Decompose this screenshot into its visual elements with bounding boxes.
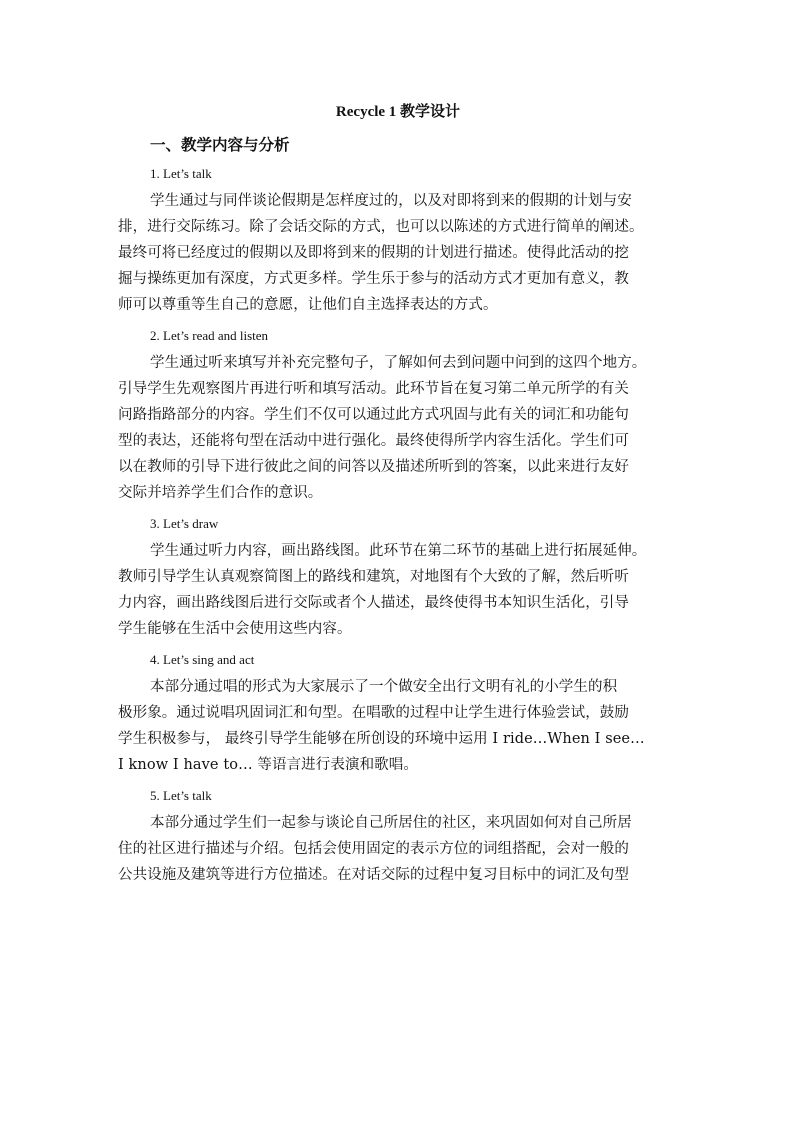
paragraph-line: I know I have to… 等语言进行表演和歌唱。	[118, 757, 418, 773]
document-title: Recycle 1 教学设计	[335, 104, 461, 120]
paragraph-line: 公共设施及建筑等进行方位描述。在对话交际的过程中复习目标中的词汇及句型	[118, 867, 629, 883]
paragraph-line: 力内容，画出路线图后进行交际或者个人描述，最终使得书本知识生活化，引导	[118, 595, 629, 611]
paragraph-4	[118, 674, 678, 778]
paragraph-line: 学生通过与同伴谈论假期是怎样度过的，以及对即将到来的假期的计划与安	[150, 193, 632, 209]
paragraph-2	[118, 350, 678, 506]
paragraph-line: 掘与操练更加有深度，方式更多样。学生乐于参与的活动方式才更加有意义，教	[118, 271, 629, 287]
paragraph-3	[118, 538, 678, 642]
section-heading: 一、教学内容与分析	[150, 136, 290, 154]
paragraph-line: 师可以尊重等生自己的意愿，让他们自主选择表达的方式。	[118, 297, 498, 313]
sub-heading-4: 4. Let’s sing and act	[150, 652, 255, 667]
paragraph-1	[118, 188, 678, 318]
paragraph-line: 学生通过听力内容，画出路线图。此环节在第二环节的基础上进行拓展延伸。	[150, 543, 647, 559]
document-content	[118, 100, 678, 892]
sub-heading-5: 5. Let’s talk	[150, 788, 212, 803]
paragraph-line: 本部分通过唱的形式为大家展示了一个做安全出行文明有礼的小学生的积	[150, 679, 618, 695]
sub-heading-2: 2. Let’s read and listen	[150, 328, 269, 343]
paragraph-line: 学生通过听来填写并补充完整句子，了解如何去到问题中问到的这四个地方。	[150, 355, 647, 371]
sub-heading-3: 3. Let’s draw	[150, 516, 219, 531]
paragraph-line: 引导学生先观察图片再进行听和填写活动。此环节旨在复习第二单元所学的有关	[118, 381, 629, 397]
paragraph-line: 本部分通过学生们一起参与谈论自己所居住的社区，来巩固如何对自己所居	[150, 815, 632, 831]
paragraph-line: 学生能够在生活中会使用这些内容。	[118, 621, 352, 637]
paragraph-line: 以在教师的引导下进行彼此之间的问答以及描述所听到的答案，以此来进行友好	[118, 459, 629, 475]
paragraph-5	[118, 810, 678, 888]
paragraph-line: 教师引导学生认真观察简图上的路线和建筑，对地图有个大致的了解，然后听听	[118, 569, 629, 585]
paragraph-line: 排，进行交际练习。除了会话交际的方式，也可以以陈述的方式进行简单的阐述。	[118, 219, 644, 235]
paragraph-line: 住的社区进行描述与介绍。包括会使用固定的表示方位的词组搭配，会对一般的	[118, 841, 629, 857]
paragraph-line: 交际并培养学生们合作的意识。	[118, 485, 323, 501]
paragraph-line: 问路指路部分的内容。学生们不仅可以通过此方式巩固与此有关的词汇和功能句	[118, 407, 629, 423]
paragraph-line: 型的表达，还能将句型在活动中进行强化。最终使得所学内容生活化。学生们可	[118, 433, 629, 449]
sub-heading-1: 1. Let’s talk	[150, 166, 212, 181]
paragraph-line: 学生积极参与， 最终引导学生能够在所创设的环境中运用 I ride…When I see…	[118, 731, 645, 747]
sections-container	[118, 160, 678, 888]
paragraph-line: 极形象。通过说唱巩固词汇和句型。在唱歌的过程中让学生进行体验尝试，鼓励	[118, 705, 629, 721]
paragraph-line: 最终可将已经度过的假期以及即将到来的假期的计划进行描述。使得此活动的挖	[118, 245, 629, 261]
